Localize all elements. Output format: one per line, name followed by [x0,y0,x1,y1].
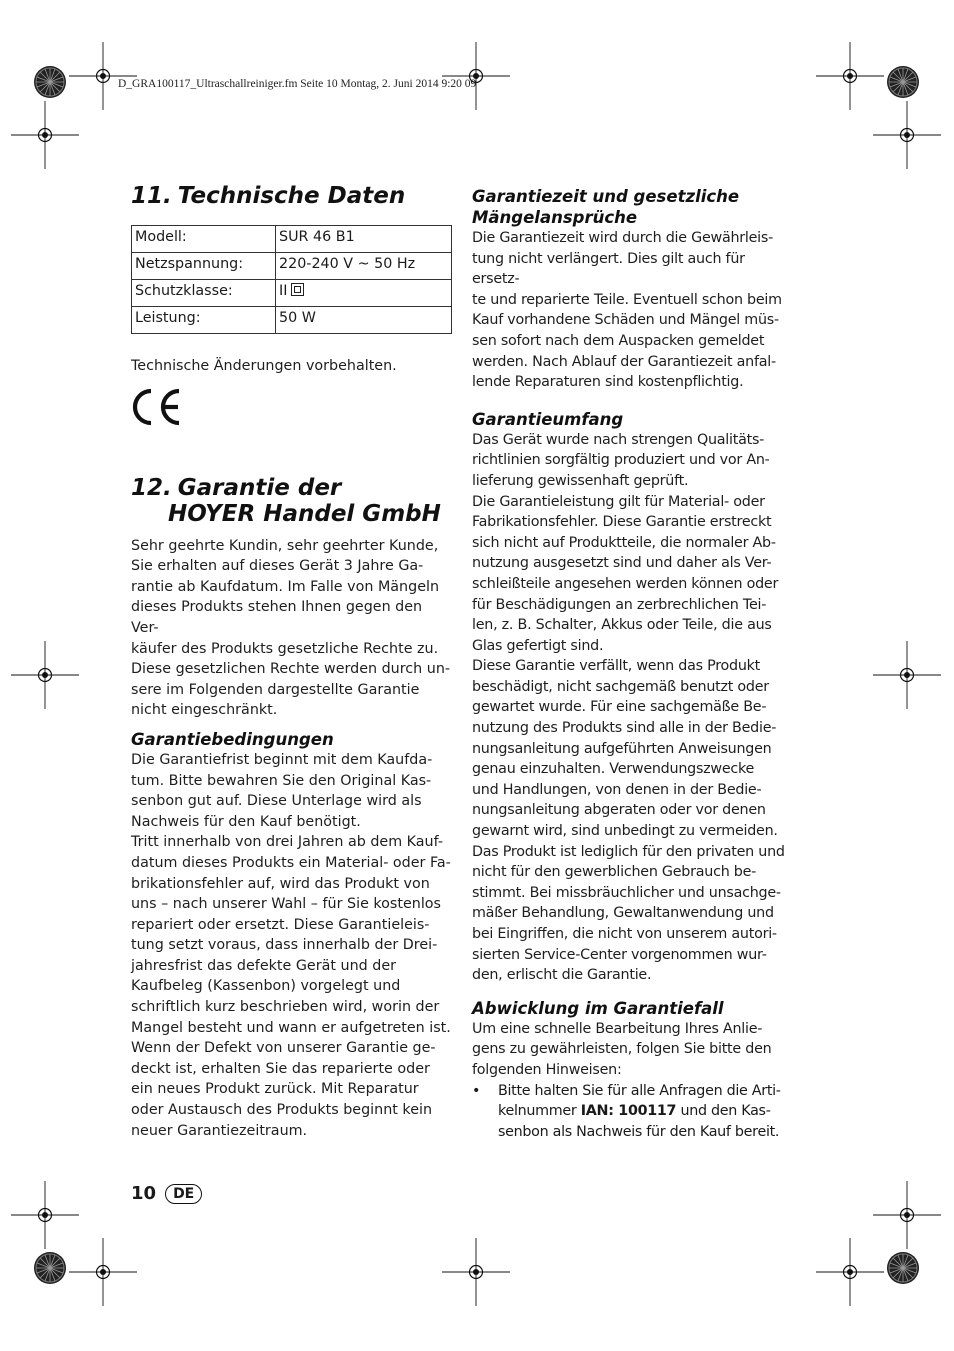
ce-mark-icon [129,387,185,427]
text-line: Sie erhalten auf dieses Gerät 3 Jahre Ga- [131,558,424,575]
spec-key: Netzspannung: [132,253,276,280]
print-file-header: D_GRA100117_Ultraschallreiniger.fm Seite 10 Montag, 2. Juni 2014 9:20 09 [118,78,477,90]
text-line: len, z. B. Schalter, Akkus oder Teile, die aus [472,617,772,634]
garantiezeit-heading [472,186,794,228]
text-line: sere im Folgenden dargestellte Garantie [131,681,420,698]
protection-class-value: II [279,283,288,299]
section-11-number: 11. [131,183,172,209]
page-footer [131,1183,202,1204]
garantieumfang-paragraph [472,430,794,986]
text-line: brikationsfehler auf, wird das Produkt von [131,875,430,892]
bullet-text-part2: kelnummer [498,1103,577,1120]
text-line: Tritt innerhalb von drei Jahren ab dem Kauf- [131,834,444,851]
text-line: schleißteile angesehen werden können oder [472,575,779,592]
language-badge: DE [165,1184,202,1204]
left-column [131,183,453,1141]
spec-value: 50 W [276,307,452,334]
text-line: folgenden Hinweisen: [472,1061,622,1078]
section-11-heading [131,183,453,209]
section-12-heading [131,475,453,527]
text-line: Die Garantieleistung gilt für Material- oder [472,493,765,510]
intro-paragraph [131,536,453,721]
text-line: sen sofort nach dem Auspacken gemeldet [472,332,765,349]
text-line: für Beschädigungen an zerbrechlichen Tei- [472,596,767,613]
text-line: sierten Service-Center vorgenommen wur- [472,946,767,963]
text-line: uns – nach unserer Wahl – für Sie kostenlos [131,896,442,913]
text-line: nungsanleitung aufgeführten Anweisungen [472,740,772,757]
text-line: nicht eingeschränkt. [131,702,278,719]
text-line: repariert oder ersetzt. Diese Garantieleis- [131,916,430,933]
text-line: sich nicht auf Produktteile, die normaler Ab- [472,534,776,551]
abwicklung-heading: Abwicklung im Garantiefall [472,998,724,1018]
text-line: Sehr geehrte Kundin, sehr geehrter Kunde, [131,537,439,554]
technical-changes-note: Technische Änderungen vorbehalten. [131,358,397,374]
protection-class-ii-icon [291,283,304,296]
text-line: Das Gerät wurde nach strengen Qualitäts- [472,431,765,448]
text-line: käufer des Produkts gesetzliche Rechte zu. [131,640,439,657]
table-row [132,280,452,307]
spec-key: Leistung: [132,307,276,334]
text-line: gewarnt wird, sind unbedingt zu vermeiden. [472,823,778,840]
text-line: tum. Bitte bewahren Sie den Original Kas- [131,772,432,789]
text-line: Glas gefertigt sind. [472,637,604,654]
text-line: schriftlich kurz beschrieben wird, worin der [131,999,440,1016]
garantiebedingungen-heading: Garantiebedingungen [131,729,334,749]
bullet-text-part1: Bitte halten Sie für alle Anfragen die Arti- [498,1082,781,1099]
text-line: Kaufbeleg (Kassenbon) vorgelegt und [131,978,401,995]
text-line: lieferung gewissenhaft geprüft. [472,472,689,489]
text-line: Um eine schnelle Bearbeitung Ihres Anlie- [472,1020,763,1037]
text-line: nungsanleitung abgeraten oder vor denen [472,802,766,819]
garantieumfang-heading: Garantieumfang [472,409,624,429]
table-row [132,307,452,334]
garantiebedingungen-paragraph [131,750,453,1141]
right-column [472,186,794,1142]
text-line: Diese gesetzlichen Rechte werden durch un- [131,661,451,678]
bullet-text-part3: und den Kas- [680,1103,771,1120]
text-line: jahresfrist das defekte Gerät und der [131,957,396,974]
section-12-title-line1: Garantie der [177,474,342,501]
text-line: nutzung des Produkts sind alle in der Bedie- [472,720,777,737]
ian-number: IAN: 100117 [580,1103,677,1120]
text-line: deckt ist, erhalten Sie das reparierte oder [131,1060,430,1077]
garantiezeit-heading-line2: Mängelansprüche [472,208,638,227]
text-line: Die Garantiefrist beginnt mit dem Kaufda- [131,751,433,768]
table-row [132,226,452,253]
text-line: gens zu gewährleisten, folgen Sie bitte den [472,1041,772,1058]
text-line: Nachweis für den Kauf benötigt. [131,813,361,830]
bullet-text-part4: senbon als Nachweis für den Kauf bereit. [498,1123,780,1140]
text-line: te und reparierte Teile. Eventuell schon beim [472,291,782,308]
text-line: und Handlungen, von denen in der Bedie- [472,781,762,798]
text-line: ein neues Produkt zurück. Mit Reparatur [131,1081,419,1098]
text-line: Diese Garantie verfällt, wenn das Produkt [472,658,761,675]
spec-key: Schutzklasse: [132,280,276,307]
text-line: tung setzt voraus, dass innerhalb der Drei- [131,937,438,954]
spec-value-protection-class [276,280,452,307]
text-line: Fabrikationsfehler. Diese Garantie erstreckt [472,514,772,531]
text-line: genau einzuhalten. Verwendungszwecke [472,761,755,778]
text-line: werden. Nach Ablauf der Garantiezeit anfal- [472,353,776,370]
page-number: 10 [131,1183,157,1204]
section-12-title-line2: HOYER Handel GmbH [168,500,441,527]
text-line: den, erlischt die Garantie. [472,967,652,984]
text-line: rantie ab Kaufdatum. Im Falle von Mängeln [131,578,440,595]
text-line: Mangel besteht und wann er aufgetreten ist. [131,1019,451,1036]
bullet-text [498,1081,781,1143]
text-line: gewartet wurde. Für eine sachgemäße Be- [472,699,767,716]
section-12-number: 12. [131,474,172,501]
text-line: datum dieses Produkts ein Material- oder Fa- [131,854,451,871]
text-line: Das Produkt ist lediglich für den privaten und [472,843,785,860]
text-line: Die Garantiezeit wird durch die Gewährleis- [472,230,773,246]
list-item [472,1081,794,1143]
text-line: oder Austausch des Produkts beginnt kein [131,1102,433,1119]
text-line: dieses Produkts stehen Ihnen gegen den Ver- [131,599,423,636]
spec-value: SUR 46 B1 [276,226,452,253]
text-line: beschädigt, nicht sachgemäß benutzt oder [472,678,769,695]
text-line: Kauf vorhandene Schäden und Mängel müs- [472,312,779,329]
spec-value: 220-240 V ~ 50 Hz [276,253,452,280]
abwicklung-paragraph [472,1019,794,1081]
text-line: stimmt. Bei missbräuchlicher und unsachge- [472,884,781,901]
garantiezeit-paragraph [472,228,794,393]
text-line: lende Reparaturen sind kostenpflichtig. [472,374,744,391]
bullet-icon: • [472,1082,481,1099]
text-line: nicht für den gewerblichen Gebrauch be- [472,864,757,881]
text-line: mäßer Behandlung, Gewaltanwendung und [472,905,774,922]
text-line: nutzung ausgesetzt sind und daher als Ver- [472,555,772,572]
spec-key: Modell: [132,226,276,253]
text-line: senbon gut auf. Diese Unterlage wird als [131,793,422,810]
text-line: richtlinien sorgfältig produziert und vor An- [472,452,770,469]
text-line: tung nicht verlängert. Dies gilt auch für ersetz- [472,250,745,288]
text-line: bei Eingriffen, die nicht von unserem autori- [472,926,777,942]
garantiezeit-heading-line1: Garantiezeit und gesetzliche [472,187,740,206]
technical-data-table [131,225,452,334]
table-row [132,253,452,280]
section-11-title: Technische Daten [177,183,406,209]
text-line: neuer Garantiezeitraum. [131,1122,308,1139]
text-line: Wenn der Defekt von unserer Garantie ge- [131,1040,436,1057]
